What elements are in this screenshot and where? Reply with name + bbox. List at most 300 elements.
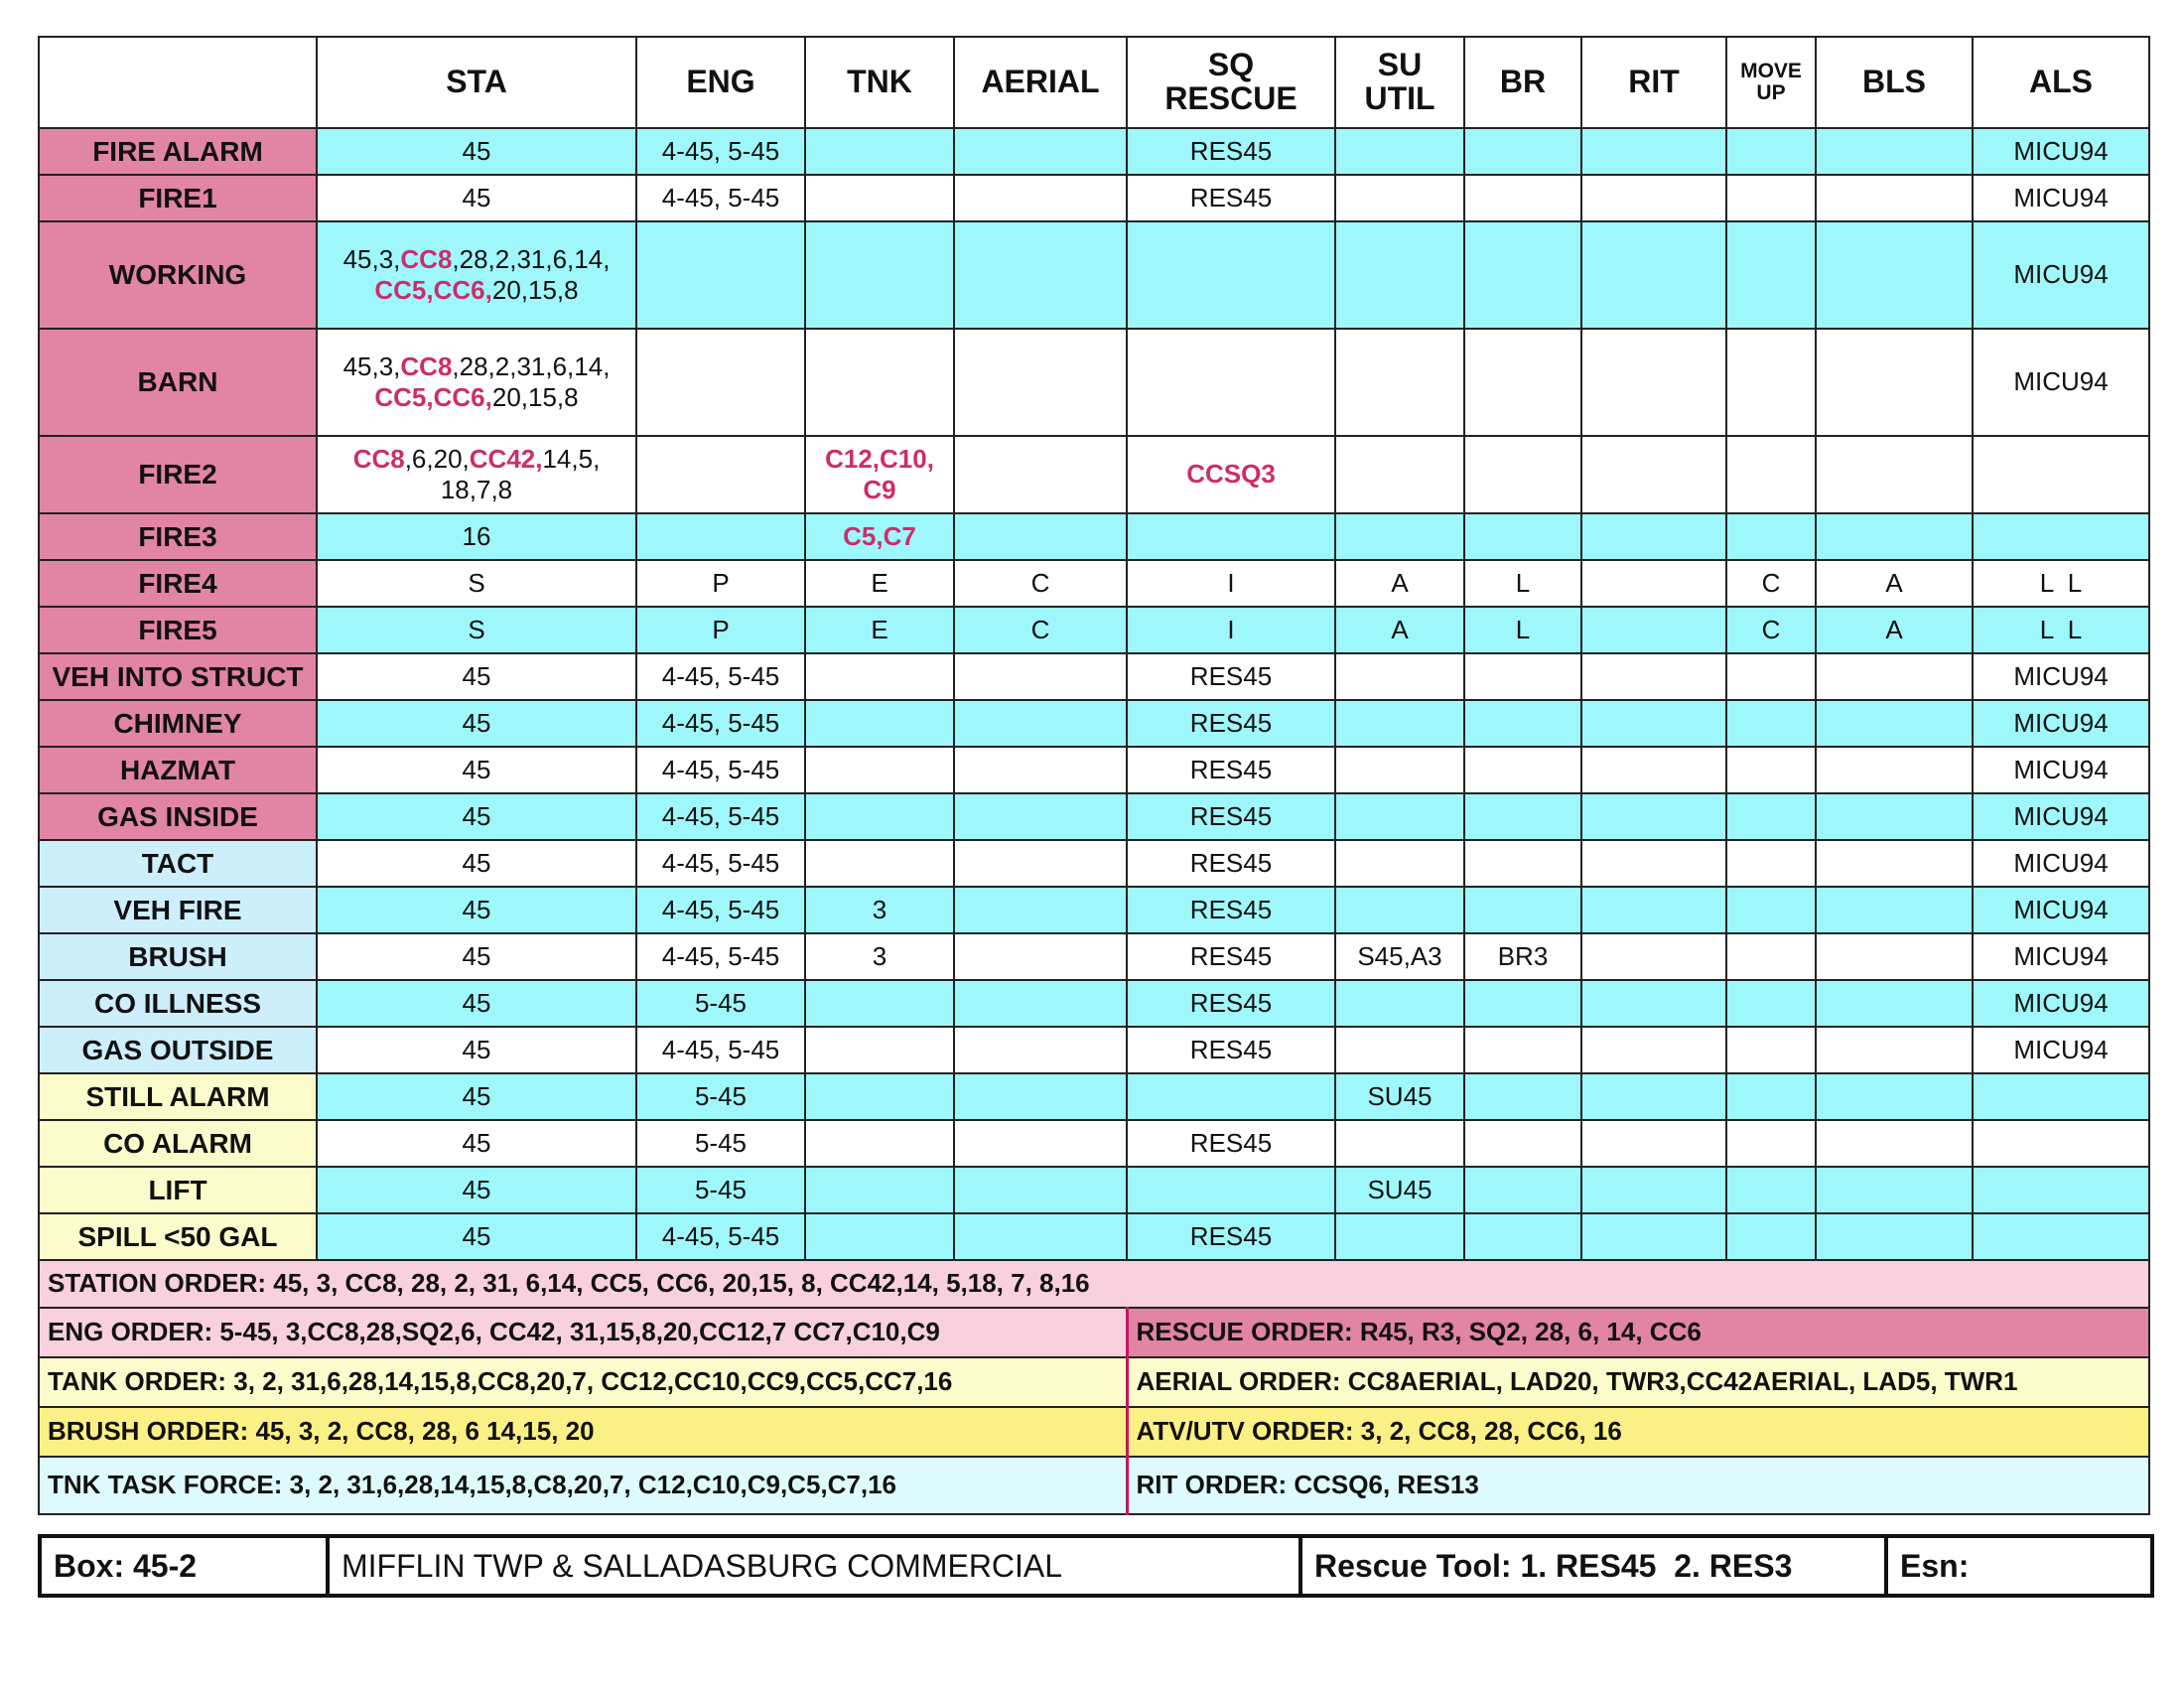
cell-aerial (954, 128, 1127, 175)
cell-eng: 4-45, 5-45 (636, 1027, 805, 1073)
box-number: Box: 45-2 (40, 1536, 328, 1596)
cell-aerial (954, 1120, 1127, 1167)
cell-tnk (805, 1027, 954, 1073)
cell-sta: 45 (317, 840, 636, 887)
cell-als: MICU94 (1973, 653, 2149, 700)
cell-br (1464, 887, 1581, 933)
sta-text: 20,15,8 (491, 382, 579, 412)
header-eng: ENG (636, 37, 805, 128)
coverage-area: MIFFLIN TWP & SALLADASBURG COMMERCIAL (328, 1536, 1300, 1596)
table-row (39, 329, 2149, 436)
cell-move (1726, 1120, 1816, 1167)
sta-red-text: CC5,CC6, (374, 275, 492, 305)
cell-sq: RES45 (1127, 1213, 1335, 1260)
cell-move (1726, 1213, 1816, 1260)
order-row (39, 1357, 2149, 1407)
cell-su: A (1335, 607, 1464, 653)
table-row (39, 436, 2149, 513)
cell-eng: 4-45, 5-45 (636, 933, 805, 980)
cell-bls (1816, 175, 1973, 221)
cell-als: MICU94 (1973, 700, 2149, 747)
cell-als (1973, 1073, 2149, 1120)
cell-su: SU45 (1335, 1167, 1464, 1213)
cell-br (1464, 329, 1581, 436)
sta-red-text: CC8 (400, 351, 453, 381)
cell-sta: 45 (317, 1120, 636, 1167)
cell-eng: 4-45, 5-45 (636, 840, 805, 887)
table-row (39, 1027, 2149, 1073)
cell-move: C (1726, 607, 1816, 653)
cell-als: MICU94 (1973, 329, 2149, 436)
cell-br (1464, 436, 1581, 513)
cell-eng: P (636, 607, 805, 653)
cell-su: S45,A3 (1335, 933, 1464, 980)
header-aerial: AERIAL (954, 37, 1127, 128)
cell-br (1464, 175, 1581, 221)
footer-bar (38, 1534, 2154, 1598)
cell-als (1973, 436, 2149, 513)
tnk-text: C9 (863, 475, 896, 504)
cell-sta: 45 (317, 700, 636, 747)
cell-sta: 16 (317, 513, 636, 560)
table-row (39, 700, 2149, 747)
sta-text: ,6,20, (404, 443, 470, 474)
cell-tnk (805, 1120, 954, 1167)
rescue-order: RESCUE ORDER: R45, R3, SQ2, 28, 6, 14, CC6 (1127, 1308, 2149, 1357)
cell-als: MICU94 (1973, 887, 2149, 933)
cell-aerial (954, 1213, 1127, 1260)
cell-sta: S (317, 560, 636, 607)
cell-aerial (954, 329, 1127, 436)
tank-order: TANK ORDER: 3, 2, 31,6,28,14,15,8,CC8,20,7, CC12,CC10,CC9,CC5,CC7,16 (39, 1357, 1127, 1407)
cell-sq: RES45 (1127, 747, 1335, 793)
cell-sq: RES45 (1127, 128, 1335, 175)
cell-aerial (954, 840, 1127, 887)
row-label: GAS INSIDE (39, 793, 317, 840)
cell-eng: 5-45 (636, 1167, 805, 1213)
cell-tnk (805, 128, 954, 175)
cell-sta: 45 (317, 793, 636, 840)
cell-br (1464, 653, 1581, 700)
rit-order: RIT ORDER: CCSQ6, RES13 (1127, 1457, 2149, 1514)
row-label: FIRE4 (39, 560, 317, 607)
cell-bls (1816, 1027, 1973, 1073)
row-label: BARN (39, 329, 317, 436)
cell-eng: 4-45, 5-45 (636, 1213, 805, 1260)
row-label: LIFT (39, 1167, 317, 1213)
cell-br (1464, 1027, 1581, 1073)
cell-aerial (954, 436, 1127, 513)
cell-su (1335, 887, 1464, 933)
cell-move: C (1726, 560, 1816, 607)
cell-als: MICU94 (1973, 980, 2149, 1027)
cell-rit (1581, 700, 1726, 747)
table-row (39, 1073, 2149, 1120)
cell-rit (1581, 793, 1726, 840)
cell-move (1726, 747, 1816, 793)
cell-bls (1816, 329, 1973, 436)
row-label: CO ILLNESS (39, 980, 317, 1027)
cell-su (1335, 1213, 1464, 1260)
cell-sq: RES45 (1127, 793, 1335, 840)
sta-text: 14,5, (542, 443, 601, 474)
cell-sq: CCSQ3 (1127, 436, 1335, 513)
atv-utv-order: ATV/UTV ORDER: 3, 2, CC8, 28, CC6, 16 (1127, 1407, 2149, 1457)
cell-su (1335, 747, 1464, 793)
cell-move (1726, 513, 1816, 560)
cell-bls (1816, 1073, 1973, 1120)
cell-bls (1816, 793, 1973, 840)
cell-rit (1581, 329, 1726, 436)
row-label: FIRE1 (39, 175, 317, 221)
cell-rit (1581, 653, 1726, 700)
cell-eng: 5-45 (636, 1120, 805, 1167)
cell-als: MICU94 (1973, 1027, 2149, 1073)
cell-sq: RES45 (1127, 1027, 1335, 1073)
row-label: VEH FIRE (39, 887, 317, 933)
cell-als: MICU94 (1973, 933, 2149, 980)
aerial-order: AERIAL ORDER: CC8AERIAL, LAD20, TWR3,CC42AERIAL, LAD5, TWR1 (1127, 1357, 2149, 1407)
cell-rit (1581, 1073, 1726, 1120)
cell-eng: 4-45, 5-45 (636, 653, 805, 700)
cell-move (1726, 175, 1816, 221)
cell-br (1464, 700, 1581, 747)
cell-su (1335, 700, 1464, 747)
cell-aerial (954, 513, 1127, 560)
cell-sta: 45 (317, 887, 636, 933)
cell-move (1726, 128, 1816, 175)
sta-text: ,28,2,31,6,14, (452, 243, 611, 274)
cell-tnk (805, 653, 954, 700)
cell-br (1464, 1073, 1581, 1120)
sta-text: 45,3, (342, 351, 401, 381)
cell-tnk (805, 793, 954, 840)
cell-move (1726, 221, 1816, 329)
row-label: TACT (39, 840, 317, 887)
cell-tnk (805, 436, 954, 513)
cell-eng: 4-45, 5-45 (636, 175, 805, 221)
cell-move (1726, 1073, 1816, 1120)
cell-aerial (954, 1027, 1127, 1073)
cell-sq (1127, 329, 1335, 436)
header-sq-line2: RESCUE (1164, 80, 1297, 116)
header-sq-line1: SQ (1207, 47, 1255, 83)
cell-su (1335, 175, 1464, 221)
table-row (39, 513, 2149, 560)
cell-move (1726, 1167, 1816, 1213)
cell-als (1973, 1167, 2149, 1213)
sta-text: 20,15,8 (491, 275, 579, 305)
cell-su (1335, 653, 1464, 700)
cell-als (1973, 1213, 2149, 1260)
cell-sta (317, 436, 636, 513)
table-row (39, 747, 2149, 793)
sta-red-text: CC8 (400, 243, 453, 274)
cell-rit (1581, 887, 1726, 933)
row-label: GAS OUTSIDE (39, 1027, 317, 1073)
header-als: ALS (1973, 37, 2149, 128)
cell-move (1726, 980, 1816, 1027)
cell-tnk: 3 (805, 933, 954, 980)
cell-als (1973, 1120, 2149, 1167)
cell-sta: 45 (317, 1167, 636, 1213)
sta-red-text: CC8 (352, 443, 405, 474)
cell-bls (1816, 747, 1973, 793)
cell-br (1464, 1213, 1581, 1260)
header-move-line2: UP (1756, 81, 1786, 104)
cell-rit (1581, 747, 1726, 793)
cell-aerial (954, 747, 1127, 793)
cell-aerial: C (954, 560, 1127, 607)
cell-sq: RES45 (1127, 175, 1335, 221)
table-row (39, 933, 2149, 980)
cell-sq: RES45 (1127, 887, 1335, 933)
cell-su (1335, 329, 1464, 436)
table-row (39, 1167, 2149, 1213)
cell-br (1464, 221, 1581, 329)
cell-aerial (954, 1167, 1127, 1213)
header-tnk: TNK (805, 37, 954, 128)
cell-move (1726, 887, 1816, 933)
cell-tnk (805, 840, 954, 887)
cell-su (1335, 1120, 1464, 1167)
cell-sq: I (1127, 607, 1335, 653)
cell-su (1335, 1027, 1464, 1073)
cell-bls (1816, 980, 1973, 1027)
cell-tnk (805, 700, 954, 747)
header-su-line2: UTIL (1364, 80, 1435, 116)
cell-sq (1127, 513, 1335, 560)
cell-rit (1581, 221, 1726, 329)
cell-br: BR3 (1464, 933, 1581, 980)
tnk-task-force: TNK TASK FORCE: 3, 2, 31,6,28,14,15,8,C8,20,7, C12,C10,C9,C5,C7,16 (39, 1457, 1127, 1514)
table-row (39, 980, 2149, 1027)
cell-sq: RES45 (1127, 840, 1335, 887)
row-label: FIRE5 (39, 607, 317, 653)
cell-sta: 45 (317, 980, 636, 1027)
cell-aerial (954, 887, 1127, 933)
cell-bls (1816, 128, 1973, 175)
cell-als: L L (1973, 560, 2149, 607)
cell-br (1464, 840, 1581, 887)
cell-rit (1581, 513, 1726, 560)
cell-br (1464, 128, 1581, 175)
cell-aerial (954, 980, 1127, 1027)
table-row (39, 887, 2149, 933)
cell-bls (1816, 1120, 1973, 1167)
cell-rit (1581, 1120, 1726, 1167)
cell-aerial (954, 175, 1127, 221)
header-su-line1: SU (1377, 47, 1423, 83)
row-label: HAZMAT (39, 747, 317, 793)
cell-move (1726, 329, 1816, 436)
cell-sta: 45 (317, 128, 636, 175)
tnk-text: C12,C10, (825, 443, 934, 474)
cell-sq (1127, 1167, 1335, 1213)
cell-bls (1816, 887, 1973, 933)
cell-su (1335, 436, 1464, 513)
table-row (39, 793, 2149, 840)
cell-rit (1581, 607, 1726, 653)
cell-su (1335, 840, 1464, 887)
cell-tnk (805, 1073, 954, 1120)
header-move-up (1726, 37, 1816, 128)
cell-als: MICU94 (1973, 793, 2149, 840)
table-row (39, 175, 2149, 221)
cell-sta: 45 (317, 747, 636, 793)
cell-sq: RES45 (1127, 980, 1335, 1027)
cell-sta: 45 (317, 1213, 636, 1260)
cell-tnk: E (805, 560, 954, 607)
cell-sta: 45 (317, 653, 636, 700)
row-label: CHIMNEY (39, 700, 317, 747)
table-row (39, 1213, 2149, 1260)
eng-order: ENG ORDER: 5-45, 3,CC8,28,SQ2,6, CC42, 31,15,8,20,CC12,7 CC7,C10,C9 (39, 1308, 1127, 1357)
cell-rit (1581, 933, 1726, 980)
cell-bls (1816, 1213, 1973, 1260)
sta-text: 45,3, (342, 243, 401, 274)
cell-sq: RES45 (1127, 933, 1335, 980)
cell-eng: 5-45 (636, 980, 805, 1027)
cell-su (1335, 513, 1464, 560)
cell-als (1973, 513, 2149, 560)
cell-eng: 4-45, 5-45 (636, 700, 805, 747)
row-label: SPILL <50 GAL (39, 1213, 317, 1260)
cell-tnk (805, 747, 954, 793)
cell-eng: 4-45, 5-45 (636, 128, 805, 175)
cell-als: MICU94 (1973, 747, 2149, 793)
cell-als: MICU94 (1973, 175, 2149, 221)
cell-als: MICU94 (1973, 840, 2149, 887)
sta-red-text: CC5,CC6, (374, 382, 492, 412)
cell-bls (1816, 221, 1973, 329)
cell-sta: 45 (317, 933, 636, 980)
row-label: FIRE3 (39, 513, 317, 560)
cell-move (1726, 653, 1816, 700)
cell-sta: S (317, 607, 636, 653)
cell-tnk (805, 980, 954, 1027)
cell-als: MICU94 (1973, 221, 2149, 329)
header-rit: RIT (1581, 37, 1726, 128)
cell-bls (1816, 840, 1973, 887)
header-move-line1: MOVE (1740, 59, 1802, 82)
cell-rit (1581, 840, 1726, 887)
cell-bls (1816, 933, 1973, 980)
cell-su (1335, 793, 1464, 840)
cell-move (1726, 1027, 1816, 1073)
cell-eng: 5-45 (636, 1073, 805, 1120)
cell-rit (1581, 560, 1726, 607)
header-sq-rescue (1127, 37, 1335, 128)
cell-bls (1816, 700, 1973, 747)
cell-tnk (805, 1213, 954, 1260)
cell-bls (1816, 653, 1973, 700)
order-row (39, 1260, 2149, 1308)
cell-bls (1816, 1167, 1973, 1213)
cell-aerial (954, 793, 1127, 840)
table-row (39, 128, 2149, 175)
cell-tnk: E (805, 607, 954, 653)
cell-rit (1581, 1027, 1726, 1073)
cell-su (1335, 221, 1464, 329)
cell-tnk (805, 221, 954, 329)
cell-br: L (1464, 607, 1581, 653)
cell-move (1726, 793, 1816, 840)
row-label: VEH INTO STRUCT (39, 653, 317, 700)
cell-rit (1581, 175, 1726, 221)
cell-eng (636, 329, 805, 436)
row-label: FIRE ALARM (39, 128, 317, 175)
cell-als: MICU94 (1973, 128, 2149, 175)
cell-br (1464, 1120, 1581, 1167)
cell-bls (1816, 436, 1973, 513)
cell-tnk (805, 175, 954, 221)
cell-br (1464, 1167, 1581, 1213)
row-label: CO ALARM (39, 1120, 317, 1167)
cell-aerial: C (954, 607, 1127, 653)
esn-field: Esn: (1886, 1536, 2152, 1596)
brush-order: BRUSH ORDER: 45, 3, 2, CC8, 28, 6 14,15, 20 (39, 1407, 1127, 1457)
row-label: STILL ALARM (39, 1073, 317, 1120)
cell-sta: 45 (317, 1073, 636, 1120)
order-row (39, 1407, 2149, 1457)
cell-tnk (805, 329, 954, 436)
cell-tnk: C5,C7 (805, 513, 954, 560)
header-blank (39, 37, 317, 128)
cell-aerial (954, 700, 1127, 747)
cell-eng (636, 513, 805, 560)
order-row (39, 1308, 2149, 1357)
cell-aerial (954, 653, 1127, 700)
cell-rit (1581, 1213, 1726, 1260)
order-row (39, 1457, 2149, 1514)
rescue-tool: Rescue Tool: 1. RES45 2. RES3 (1300, 1536, 1886, 1596)
cell-su (1335, 128, 1464, 175)
cell-sq: RES45 (1127, 1120, 1335, 1167)
cell-br (1464, 747, 1581, 793)
cell-bls: A (1816, 607, 1973, 653)
cell-rit (1581, 980, 1726, 1027)
cell-aerial (954, 1073, 1127, 1120)
cell-sta (317, 329, 636, 436)
header-su-util (1335, 37, 1464, 128)
cell-aerial (954, 933, 1127, 980)
cell-rit (1581, 436, 1726, 513)
cell-tnk: 3 (805, 887, 954, 933)
cell-move (1726, 840, 1816, 887)
cell-br: L (1464, 560, 1581, 607)
cell-br (1464, 513, 1581, 560)
sta-red-text: CC42, (469, 443, 543, 474)
cell-sq (1127, 221, 1335, 329)
cell-eng: P (636, 560, 805, 607)
cell-br (1464, 980, 1581, 1027)
header-br: BR (1464, 37, 1581, 128)
table-row (39, 653, 2149, 700)
cell-su: SU45 (1335, 1073, 1464, 1120)
cell-sta: 45 (317, 1027, 636, 1073)
cell-sta (317, 221, 636, 329)
cell-tnk (805, 1167, 954, 1213)
cell-bls: A (1816, 560, 1973, 607)
table-row (39, 840, 2149, 887)
cell-sq: RES45 (1127, 653, 1335, 700)
sta-text: ,28,2,31,6,14, (452, 351, 611, 381)
cell-eng: 4-45, 5-45 (636, 887, 805, 933)
cell-als: L L (1973, 607, 2149, 653)
cell-br (1464, 793, 1581, 840)
cell-sq (1127, 1073, 1335, 1120)
